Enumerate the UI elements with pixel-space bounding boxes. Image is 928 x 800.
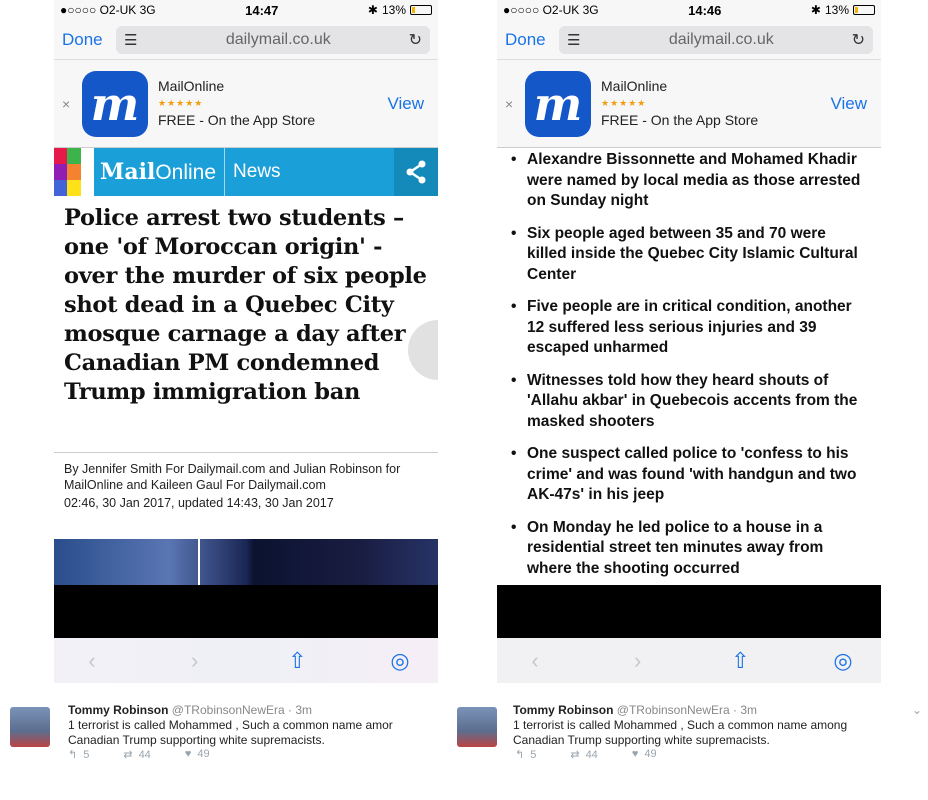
byline-authors: By Jennifer Smith For Dailymail.com and Julian Robinson for MailOnline and Kaileen Gaul For Dailymail.com	[64, 462, 401, 492]
reply-icon: ↰	[68, 749, 78, 761]
tweet-text-line-2: Canadian Trump supporting white supremacists.	[68, 733, 325, 747]
view-app-button[interactable]: View	[387, 93, 424, 113]
reply-icon: ↰	[515, 749, 525, 761]
right-screen	[497, 0, 881, 585]
section-label[interactable]: News	[224, 148, 281, 196]
tweet-handle[interactable]: @TRobinsonNewEra · 3m	[616, 703, 758, 717]
left-screen	[54, 0, 438, 585]
logo-light: Online	[155, 161, 217, 184]
back-icon[interactable]: ‹	[531, 647, 539, 673]
battery-icon	[410, 5, 432, 15]
site-logo[interactable]	[94, 159, 216, 185]
list-item: • Alexandre Bissonnette and Mohamed Khadir were named by local media as those arrested on Sunday night	[509, 150, 869, 212]
reply-button[interactable]	[68, 748, 89, 761]
share-icon[interactable]	[394, 148, 438, 196]
tweet-author-name[interactable]: Tommy Robinson	[513, 703, 614, 717]
retweet-count: 44	[585, 749, 598, 761]
tweet-text-line-2: Canadian Trump supporting white supremacists.	[513, 733, 770, 747]
view-app-button[interactable]: View	[830, 93, 867, 113]
tweet-body	[513, 703, 913, 748]
carrier-label: ●○○○○ O2-UK 3G	[60, 3, 156, 17]
tweet-body	[68, 703, 440, 748]
avatar[interactable]	[10, 707, 50, 747]
tweet-text-line-1: 1 terrorist is called Mohammed , Such a common name amor	[68, 718, 393, 732]
article-photo	[54, 539, 438, 585]
article-byline	[54, 452, 438, 519]
app-subtitle: FREE - On the App Store	[601, 112, 759, 128]
reply-count: 5	[530, 749, 537, 761]
reply-count: 5	[83, 749, 90, 761]
battery-group	[368, 3, 432, 17]
bluetooth-icon: ✱	[810, 3, 821, 17]
like-button[interactable]	[185, 748, 210, 761]
app-name: MailOnline	[158, 78, 225, 94]
status-bar	[54, 0, 438, 20]
close-banner-button[interactable]: ×	[505, 95, 514, 112]
tweet-right[interactable]	[443, 683, 928, 800]
status-bar	[497, 0, 881, 20]
tweet-author-name[interactable]: Tommy Robinson	[68, 703, 169, 717]
share-sheet-icon[interactable]: ⇧	[731, 647, 750, 673]
tweet-actions	[68, 748, 210, 761]
like-count: 49	[644, 748, 657, 760]
battery-percent: 13%	[381, 3, 406, 17]
address-bar	[497, 20, 881, 60]
like-count: 49	[197, 748, 210, 760]
heart-icon: ♥	[631, 748, 639, 760]
like-button[interactable]	[632, 748, 657, 761]
app-subtitle: FREE - On the App Store	[158, 112, 316, 128]
compass-icon[interactable]: ◎	[390, 647, 410, 673]
site-header	[54, 148, 438, 196]
url-text: dailymail.co.uk	[668, 30, 774, 48]
battery-icon	[853, 5, 875, 15]
bluetooth-icon: ✱	[367, 3, 378, 17]
heart-icon: ♥	[184, 748, 192, 760]
time-label: 14:46	[688, 2, 722, 18]
logo-bold: Mail	[100, 159, 156, 185]
done-button[interactable]: Done	[505, 29, 546, 49]
tweet-handle[interactable]: @TRobinsonNewEra · 3m	[171, 703, 313, 717]
reload-icon[interactable]: ↻	[408, 31, 422, 49]
mailonline-app-icon: m	[82, 71, 148, 137]
close-banner-button[interactable]: ×	[62, 95, 71, 112]
url-field[interactable]	[559, 26, 873, 54]
list-item: • Five people are in critical condition, another 12 suffered less serious injuries and 39 escaped unharmed	[509, 297, 869, 359]
left-phone-screenshot	[54, 0, 438, 800]
tweet-actions	[515, 748, 657, 761]
battery-group	[811, 3, 875, 17]
time-label: 14:47	[245, 2, 279, 18]
retweet-icon: ⇄	[123, 749, 133, 761]
list-item: • One suspect called police to 'confess to his crime' and was found 'with handgun and two AK-47s' in his jeep	[509, 444, 869, 506]
article-bullets	[497, 148, 881, 579]
list-item: • Witnesses told how they heard shouts of 'Allahu akbar' in Quebecois accents from the masked shooters	[509, 371, 869, 433]
reader-icon[interactable]: ☰	[124, 31, 138, 49]
reply-button[interactable]	[515, 748, 536, 761]
back-icon[interactable]: ‹	[88, 647, 96, 673]
app-store-banner	[497, 60, 881, 148]
article-headline: Police arrest two students – one 'of Moroccan origin' - over the murder of six people shot dead in a Quebec City mosque carnage a day after Canadian PM condemned Trump immigration ban	[64, 205, 427, 405]
share-sheet-icon[interactable]: ⇧	[288, 647, 307, 673]
app-name: MailOnline	[601, 78, 668, 94]
safari-toolbar	[54, 638, 438, 683]
list-item: • On Monday he led police to a house in a residential street ten minutes away from where the shooting occurred	[509, 518, 869, 580]
retweet-button[interactable]	[123, 748, 150, 761]
tweet-left[interactable]	[0, 683, 443, 800]
reload-icon[interactable]: ↻	[851, 31, 865, 49]
chevron-down-icon[interactable]: ⌄	[911, 703, 922, 717]
url-field[interactable]	[116, 26, 430, 54]
retweet-count: 44	[138, 749, 151, 761]
compass-icon[interactable]: ◎	[833, 647, 853, 673]
rating-stars: ★★★★★	[158, 98, 204, 108]
address-bar	[54, 20, 438, 60]
forward-icon[interactable]: ›	[190, 647, 199, 673]
retweet-icon: ⇄	[570, 749, 580, 761]
avatar[interactable]	[457, 707, 497, 747]
tweet-text-line-1: 1 terrorist is called Mohammed , Such a common name among	[513, 718, 848, 732]
app-info	[591, 78, 830, 129]
safari-toolbar	[497, 638, 881, 683]
done-button[interactable]: Done	[62, 29, 103, 49]
menu-grid-icon[interactable]	[54, 148, 94, 196]
retweet-button[interactable]	[570, 748, 597, 761]
reader-icon[interactable]: ☰	[567, 31, 581, 49]
carrier-label: ●○○○○ O2-UK 3G	[503, 3, 599, 17]
rating-stars: ★★★★★	[601, 98, 647, 108]
right-phone-screenshot	[497, 0, 881, 800]
app-store-banner	[54, 60, 438, 148]
battery-percent: 13%	[824, 3, 849, 17]
mailonline-app-icon: m	[525, 71, 591, 137]
url-text: dailymail.co.uk	[225, 30, 331, 48]
app-info	[148, 78, 387, 129]
forward-icon[interactable]: ›	[633, 647, 642, 673]
list-item: • Six people aged between 35 and 70 were killed inside the Quebec City Islamic Cultural Center	[509, 224, 869, 286]
byline-dateline: 02:46, 30 Jan 2017, updated 14:43, 30 Jan 2017	[64, 496, 334, 510]
